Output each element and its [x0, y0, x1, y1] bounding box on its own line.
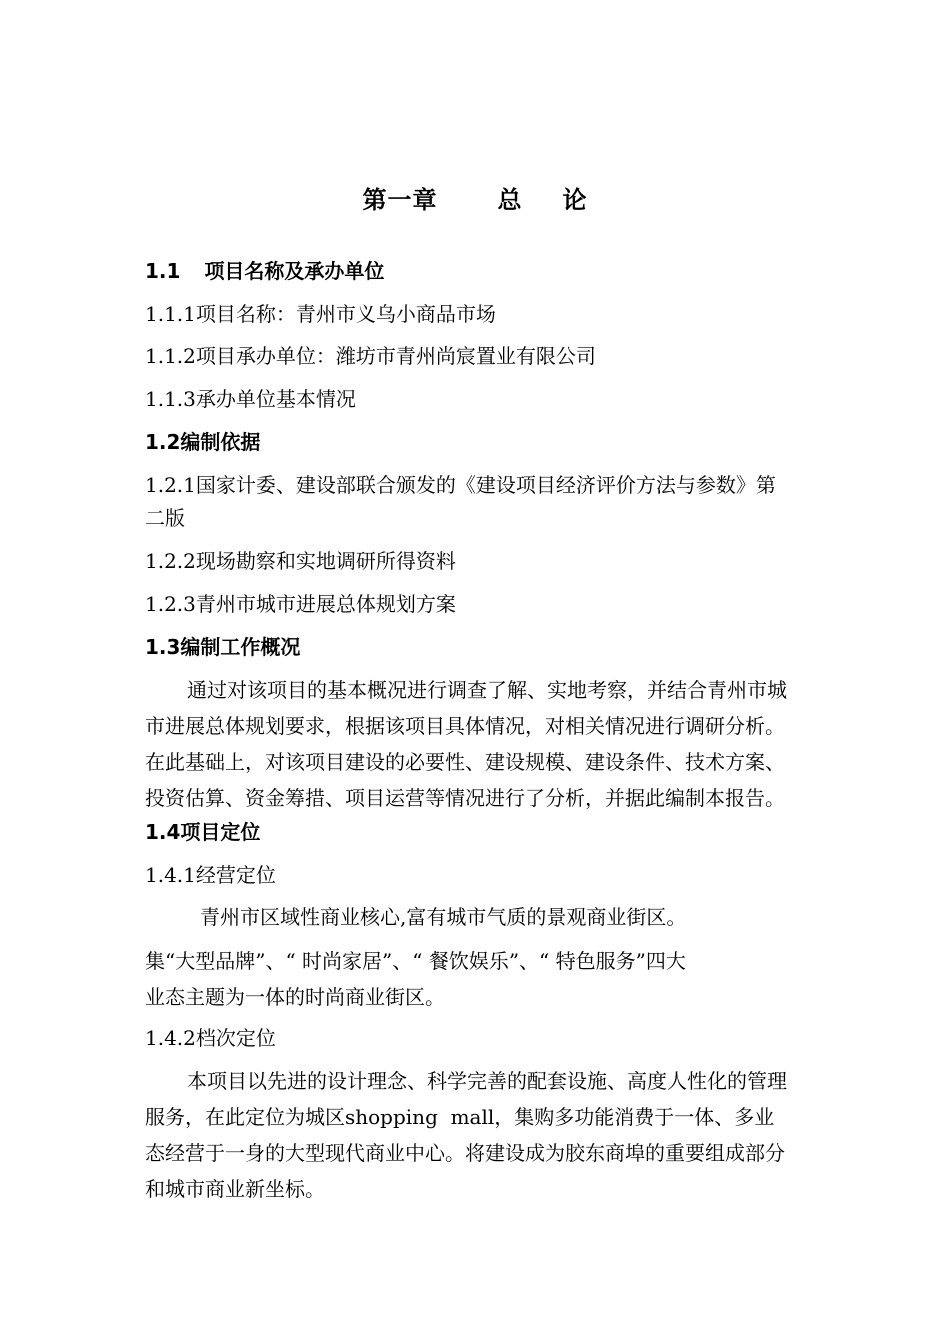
section-1-1-number: 1.1	[145, 259, 181, 283]
item-1-4-1: 1.4.1经营定位	[145, 863, 276, 887]
section-1-2-heading: 1.2编制依据	[145, 430, 261, 454]
chapter-title	[0, 180, 950, 215]
section-1-4-heading: 1.4项目定位	[145, 820, 261, 844]
item-1-2-1-continued: 二版	[145, 506, 185, 530]
section-1-1-title: 项目名称及承办单位	[204, 259, 385, 283]
item-1-1-1: 1.1.1项目名称：青州市义乌小商品市场	[145, 302, 496, 326]
paragraph-line: 在此基础上，对该项目建设的必要性、建设规模、建设条件、技术方案、	[145, 750, 785, 774]
item-1-1-2: 1.1.2项目承办单位：潍坊市青州尚宸置业有限公司	[145, 344, 596, 368]
item-1-4-2: 1.4.2档次定位	[145, 1026, 276, 1050]
positioning-statement: 青州市区域性商业核心,富有城市气质的景观商业街区。	[200, 905, 687, 929]
section-1-3-heading: 1.3编制工作概况	[145, 635, 301, 659]
paragraph-line: 本项目以先进的设计理念、科学完善的配套设施、高度人性化的管理	[187, 1069, 787, 1093]
section-1-3-paragraph	[145, 672, 865, 816]
item-1-2-3: 1.2.3青州市城市进展总体规划方案	[145, 592, 456, 616]
paragraph-line: 投资估算、资金筹措、项目运营等情况进行了分析，并据此编制本报告。	[145, 786, 785, 810]
section-1-4-2-paragraph	[145, 1063, 865, 1207]
chapter-title-word-1: 总	[497, 186, 523, 214]
paragraph-line: 通过对该项目的基本概况进行调查了解、实地考察，并结合青州市城	[187, 678, 787, 702]
chapter-title-word-2: 论	[562, 186, 588, 214]
paragraph-line: 服务，在此定位为城区shopping mall，集购多功能消费于一体、多业	[145, 1105, 775, 1129]
section-1-1-heading	[145, 254, 384, 288]
item-1-2-1: 1.2.1国家计委、建设部联合颁发的《建设项目经济评价方法与参数》第	[145, 473, 776, 497]
paragraph-line: 市进展总体规划要求，根据该项目具体情况，对相关情况进行调研分析。	[145, 714, 785, 738]
paragraph-line: 态经营于一身的大型现代商业中心。将建设成为胶东商埠的重要组成部分	[145, 1141, 785, 1165]
positioning-themes: 集“大型品牌”、“ 时尚家居”、“ 餐饮娱乐”、“ 特色服务”四大	[145, 949, 686, 973]
positioning-themes-continued: 业态主题为一体的时尚商业街区。	[145, 985, 445, 1009]
item-1-2-2: 1.2.2现场勘察和实地调研所得资料	[145, 549, 456, 573]
chapter-title-number: 第一章	[362, 186, 438, 214]
item-1-1-3: 1.1.3承办单位基本情况	[145, 387, 356, 411]
paragraph-line: 和城市商业新坐标。	[145, 1177, 325, 1201]
